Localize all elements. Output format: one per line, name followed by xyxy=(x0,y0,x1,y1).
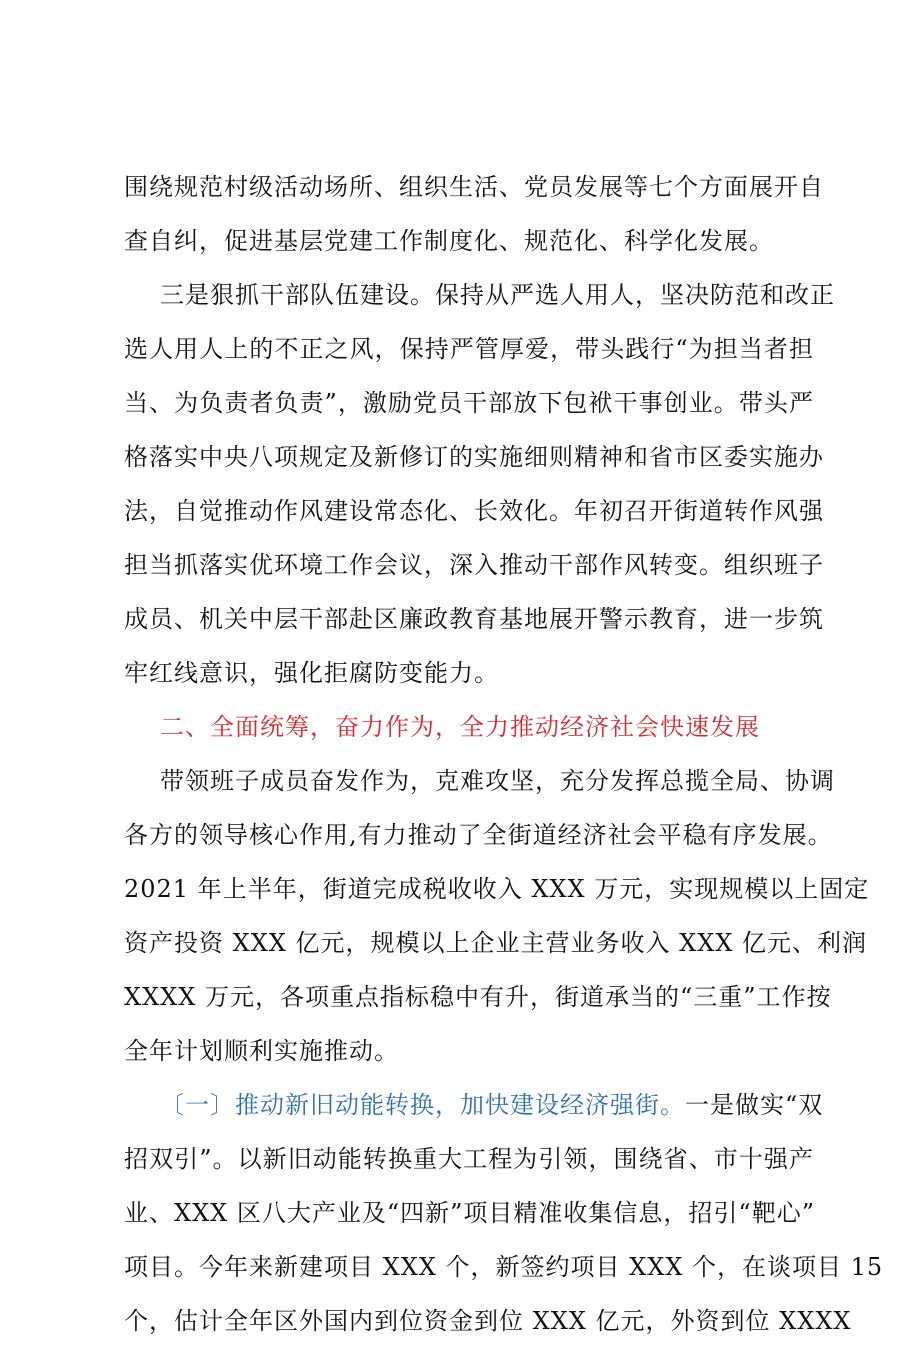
subsection-line xyxy=(124,1078,824,1132)
body-line: 全年计划顺利实施推动。 xyxy=(124,1037,399,1065)
body-line: 各方的领导核心作用,有力推动了全街道经济社会平稳有序发展。 xyxy=(124,821,833,849)
section-heading: 二、全面统筹，奋力作为，全力推动经济社会快速发展 xyxy=(160,713,760,741)
subsection-text: 一是做实“双 xyxy=(685,1091,824,1119)
body-line: 项目。今年来新建项目 XXX 个，新签约项目 XXX 个，在谈项目 15 xyxy=(124,1253,884,1281)
body-line: 法，自觉推动作风建设常态化、长效化。年初召开街道转作风强 xyxy=(124,497,824,525)
body-line: 业、XXX 区八大产业及“四新”项目精准收集信息，招引“靶心” xyxy=(124,1199,815,1227)
paragraph-start-line: 带领班子成员奋发作为，克难攻坚，充分发挥总揽全局、协调 xyxy=(160,767,835,795)
body-line: 格落实中央八项规定及新修订的实施细则精神和省市区委实施办 xyxy=(124,443,824,471)
body-line: XXXX 万元，各项重点指标稳中有升，街道承当的“三重”工作按 xyxy=(124,983,832,1011)
body-line: 牢红线意识，强化拒腐防变能力。 xyxy=(124,659,499,687)
paragraph-start-line: 三是狠抓干部队伍建设。保持从严选人用人，坚决防范和改正 xyxy=(160,281,835,309)
document-page xyxy=(124,160,884,1348)
body-line: 当、为负责者负责”，激励党员干部放下包袱干事创业。带头严 xyxy=(124,389,814,417)
body-line: 担当抓落实优环境工作会议，深入推动干部作风转变。组织班子 xyxy=(124,551,824,579)
body-line: 围绕规范村级活动场所、组织生活、党员发展等七个方面展开自 xyxy=(124,173,824,201)
body-line: 招双引”。以新旧动能转换重大工程为引领，围绕省、市十强产 xyxy=(124,1145,814,1173)
body-line: 资产投资 XXX 亿元，规模以上企业主营业务收入 XXX 亿元、利润 xyxy=(124,929,868,957)
body-line: 成员、机关中层干部赴区廉政教育基地展开警示教育，进一步筑 xyxy=(124,605,824,633)
body-line: 查自纠，促进基层党建工作制度化、规范化、科学化发展。 xyxy=(124,227,774,255)
body-line: 2021 年上半年，街道完成税收收入 XXX 万元，实现规模以上固定 xyxy=(124,875,870,903)
body-line: 个，估计全年区外国内到位资金到位 XXX 亿元，外资到位 XXXX xyxy=(124,1307,852,1335)
subsection-heading: 〔一〕推动新旧动能转换，加快建设经济强街。 xyxy=(160,1091,685,1119)
body-line: 选人用人上的不正之风，保持严管厚爱，带头践行“为担当者担 xyxy=(124,335,814,363)
